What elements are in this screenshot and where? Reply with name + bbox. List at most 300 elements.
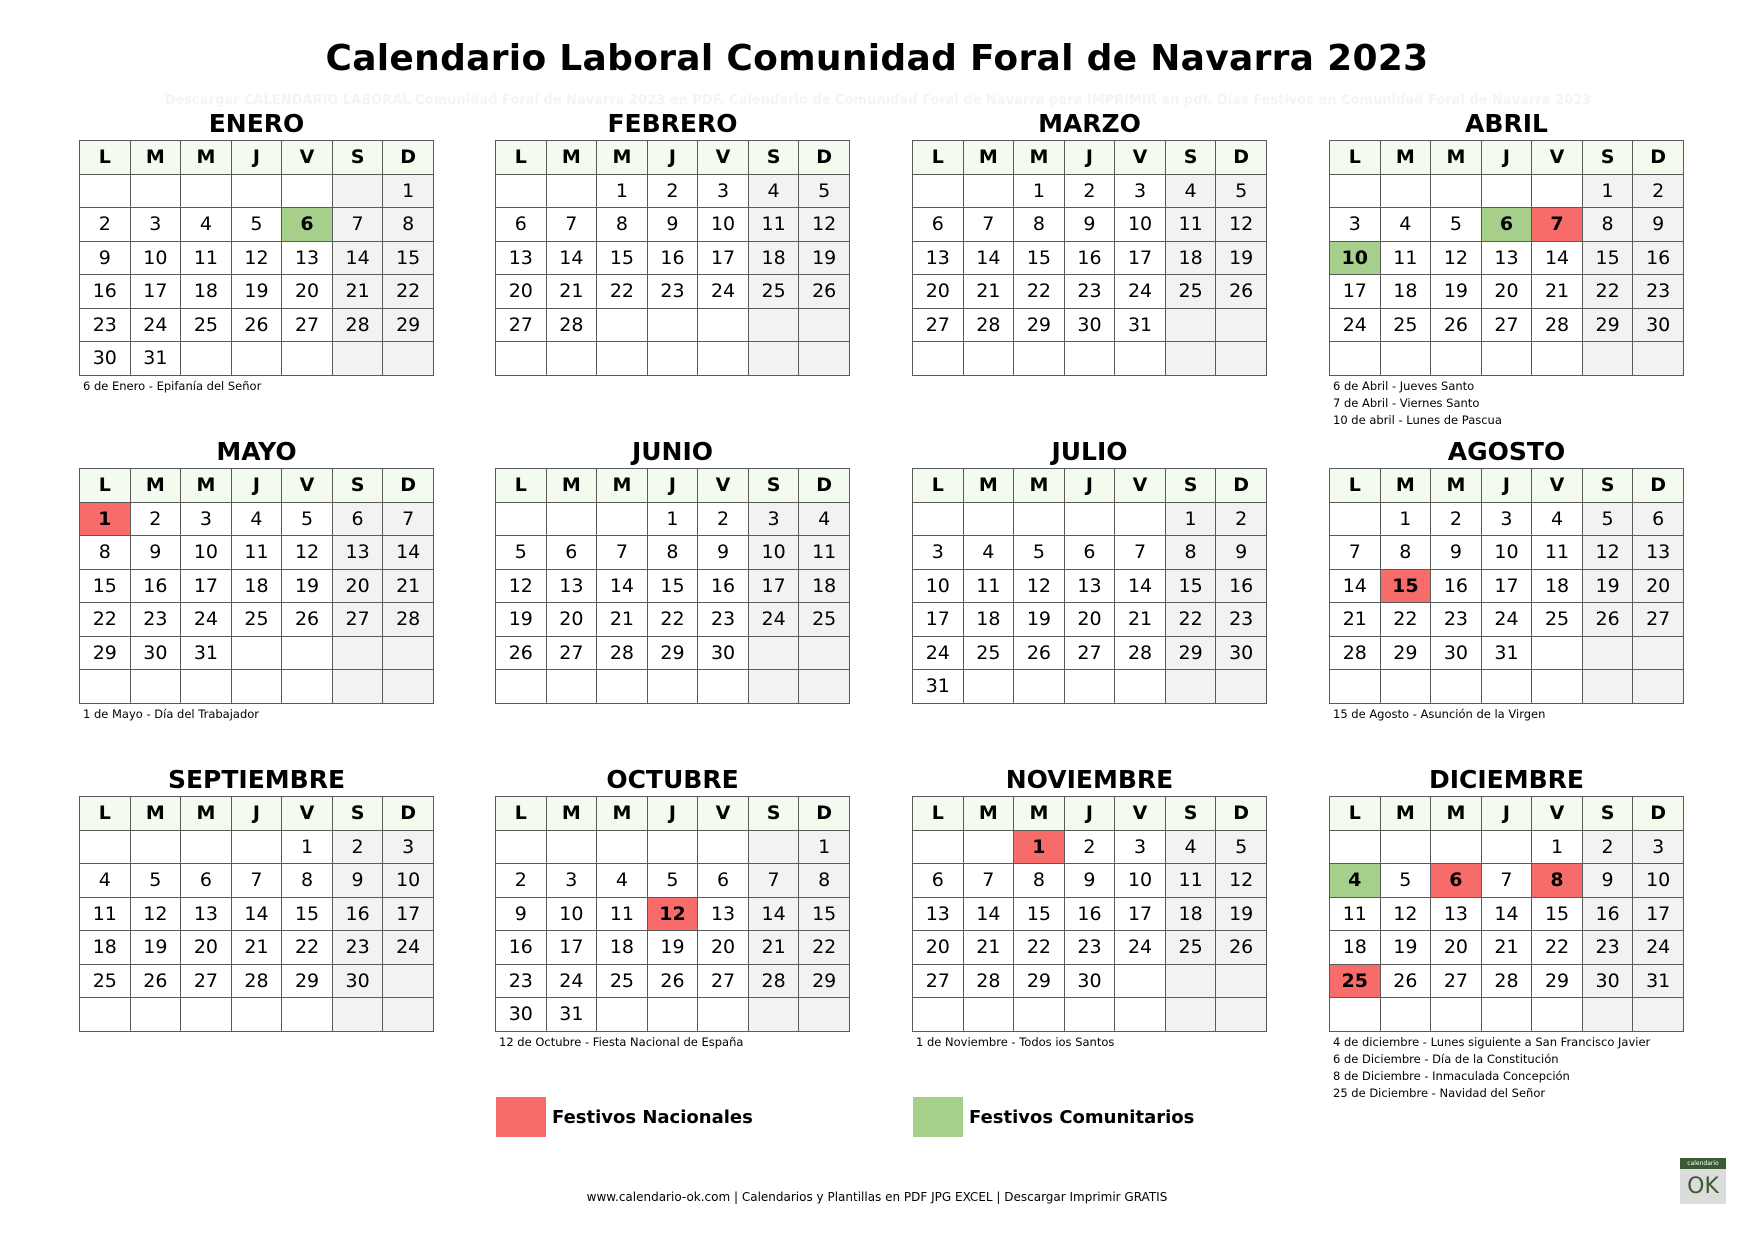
day-cell: 18 — [963, 603, 1014, 637]
day-cell: 22 — [383, 275, 434, 309]
day-cell: 3 — [181, 502, 232, 536]
weekday-header: S — [332, 141, 383, 175]
empty-day-cell — [181, 830, 232, 864]
empty-day-cell — [1330, 502, 1381, 536]
page-title: Calendario Laboral Comunidad Foral de Navarra 2023 — [325, 38, 1429, 79]
empty-day-cell — [748, 670, 799, 704]
week-row — [1330, 931, 1684, 965]
empty-day-cell — [913, 342, 964, 376]
weekday-header: S — [748, 141, 799, 175]
weekday-header: J — [1064, 469, 1115, 503]
day-cell: 15 — [1014, 241, 1065, 275]
day-cell: 23 — [1431, 603, 1482, 637]
day-cell: 15 — [799, 897, 850, 931]
day-cell: 17 — [1481, 569, 1532, 603]
month-name: DICIEMBRE — [1428, 765, 1585, 794]
day-cell: 6 — [698, 864, 749, 898]
weekday-header: L — [1330, 141, 1381, 175]
day-cell: 21 — [963, 931, 1014, 965]
day-cell: 22 — [597, 275, 648, 309]
day-cell: 24 — [130, 308, 181, 342]
empty-day-cell — [1216, 964, 1267, 998]
day-cell: 4 — [181, 208, 232, 242]
holiday-note: 12 de Octubre - Fiesta Nacional de España — [499, 1034, 744, 1049]
empty-day-cell — [1532, 670, 1583, 704]
day-cell: 23 — [130, 603, 181, 637]
empty-day-cell — [1481, 670, 1532, 704]
day-cell: 4 — [1165, 830, 1216, 864]
day-cell: 11 — [1165, 864, 1216, 898]
day-cell: 26 — [647, 964, 698, 998]
national-holiday-cell: 7 — [1532, 208, 1583, 242]
day-cell: 29 — [1532, 964, 1583, 998]
day-cell: 28 — [231, 964, 282, 998]
empty-day-cell — [1115, 342, 1166, 376]
week-row — [80, 603, 434, 637]
day-cell: 10 — [546, 897, 597, 931]
empty-day-cell — [1216, 998, 1267, 1032]
empty-day-cell — [1014, 342, 1065, 376]
logo-ok: OK — [1687, 1174, 1719, 1199]
weekday-header: L — [80, 141, 131, 175]
day-cell: 26 — [1380, 964, 1431, 998]
day-cell: 24 — [1330, 308, 1381, 342]
week-row — [496, 174, 850, 208]
empty-day-cell — [282, 670, 333, 704]
day-cell: 30 — [698, 636, 749, 670]
empty-day-cell — [1380, 998, 1431, 1032]
day-cell: 5 — [647, 864, 698, 898]
empty-day-cell — [1115, 670, 1166, 704]
week-row — [496, 308, 850, 342]
empty-day-cell — [748, 342, 799, 376]
day-cell: 7 — [332, 208, 383, 242]
empty-day-cell — [1431, 670, 1482, 704]
weekday-header: J — [1481, 469, 1532, 503]
weekday-header: V — [282, 469, 333, 503]
day-cell: 3 — [1633, 830, 1684, 864]
empty-day-cell — [1532, 342, 1583, 376]
day-cell: 15 — [383, 241, 434, 275]
empty-day-cell — [698, 998, 749, 1032]
day-cell: 22 — [1582, 275, 1633, 309]
day-cell: 26 — [130, 964, 181, 998]
day-cell: 11 — [963, 569, 1014, 603]
week-row — [913, 998, 1267, 1032]
week-row — [1330, 998, 1684, 1032]
empty-day-cell — [231, 342, 282, 376]
day-cell: 4 — [748, 174, 799, 208]
weekday-header: L — [80, 797, 131, 831]
week-row — [913, 569, 1267, 603]
day-cell: 7 — [231, 864, 282, 898]
weekday-header: M — [130, 797, 181, 831]
month-table — [79, 140, 434, 376]
day-cell: 25 — [80, 964, 131, 998]
day-cell: 2 — [496, 864, 547, 898]
month-name: AGOSTO — [1447, 437, 1566, 466]
day-cell: 8 — [1165, 536, 1216, 570]
empty-day-cell — [1330, 830, 1381, 864]
day-cell: 28 — [546, 308, 597, 342]
day-cell: 14 — [963, 241, 1014, 275]
day-cell: 13 — [698, 897, 749, 931]
day-cell: 16 — [1216, 569, 1267, 603]
empty-day-cell — [181, 670, 232, 704]
weekday-header: J — [1481, 141, 1532, 175]
day-cell: 29 — [1014, 964, 1065, 998]
day-cell: 16 — [647, 241, 698, 275]
holiday-note: 6 de Abril - Jueves Santo — [1333, 378, 1475, 393]
week-row — [80, 830, 434, 864]
day-cell: 7 — [1481, 864, 1532, 898]
week-row — [1330, 569, 1684, 603]
week-row — [913, 864, 1267, 898]
day-cell: 20 — [332, 569, 383, 603]
empty-day-cell — [130, 174, 181, 208]
day-cell: 22 — [282, 931, 333, 965]
day-cell: 6 — [181, 864, 232, 898]
holiday-notes — [495, 1034, 850, 1051]
day-cell: 13 — [332, 536, 383, 570]
day-cell: 23 — [1582, 931, 1633, 965]
day-cell: 3 — [698, 174, 749, 208]
day-cell: 21 — [332, 275, 383, 309]
week-row — [1330, 897, 1684, 931]
empty-day-cell — [597, 998, 648, 1032]
weekday-header: M — [1380, 469, 1431, 503]
month-name: MAYO — [216, 437, 297, 466]
day-cell: 14 — [1481, 897, 1532, 931]
week-row — [913, 636, 1267, 670]
day-cell: 17 — [546, 931, 597, 965]
weekday-header: S — [1582, 141, 1633, 175]
holiday-notes — [912, 1034, 1267, 1051]
day-cell: 26 — [1014, 636, 1065, 670]
empty-day-cell — [181, 998, 232, 1032]
day-cell: 10 — [181, 536, 232, 570]
day-cell: 3 — [383, 830, 434, 864]
day-cell: 4 — [799, 502, 850, 536]
weekday-header: D — [383, 469, 434, 503]
day-cell: 8 — [1380, 536, 1431, 570]
empty-day-cell — [130, 998, 181, 1032]
empty-day-cell — [383, 636, 434, 670]
day-cell: 9 — [647, 208, 698, 242]
empty-day-cell — [332, 174, 383, 208]
day-cell: 6 — [1633, 502, 1684, 536]
month-mayo — [79, 436, 434, 723]
day-cell: 20 — [546, 603, 597, 637]
day-cell: 28 — [963, 964, 1014, 998]
day-cell: 13 — [1481, 241, 1532, 275]
day-cell: 29 — [1380, 636, 1431, 670]
day-cell: 25 — [748, 275, 799, 309]
day-cell: 2 — [1064, 830, 1115, 864]
day-cell: 31 — [1481, 636, 1532, 670]
day-cell: 18 — [1165, 897, 1216, 931]
day-cell: 12 — [496, 569, 547, 603]
empty-day-cell — [1330, 174, 1381, 208]
day-cell: 30 — [130, 636, 181, 670]
weekday-header: S — [332, 469, 383, 503]
month-table — [912, 468, 1267, 704]
day-cell: 19 — [799, 241, 850, 275]
month-junio — [495, 436, 850, 704]
empty-day-cell — [748, 998, 799, 1032]
empty-day-cell — [231, 636, 282, 670]
month-name: ENERO — [208, 109, 305, 138]
day-cell: 12 — [1216, 864, 1267, 898]
month-table — [912, 796, 1267, 1032]
day-cell: 18 — [1380, 275, 1431, 309]
day-cell: 18 — [80, 931, 131, 965]
day-cell: 10 — [698, 208, 749, 242]
empty-day-cell — [1115, 964, 1166, 998]
day-cell: 27 — [1431, 964, 1482, 998]
legend-national — [496, 1097, 753, 1137]
day-cell: 5 — [231, 208, 282, 242]
national-holiday-cell: 1 — [1014, 830, 1065, 864]
weekday-header: S — [1582, 469, 1633, 503]
weekday-header: J — [231, 469, 282, 503]
weekday-header: L — [913, 469, 964, 503]
day-cell: 25 — [1532, 603, 1583, 637]
day-cell: 17 — [1633, 897, 1684, 931]
empty-day-cell — [597, 502, 648, 536]
empty-day-cell — [332, 998, 383, 1032]
weekday-header: M — [597, 141, 648, 175]
day-cell: 20 — [1064, 603, 1115, 637]
day-cell: 31 — [130, 342, 181, 376]
day-cell: 1 — [282, 830, 333, 864]
empty-day-cell — [963, 670, 1014, 704]
weekday-header: J — [231, 141, 282, 175]
day-cell: 10 — [1115, 208, 1166, 242]
day-cell: 12 — [799, 208, 850, 242]
week-row — [80, 998, 434, 1032]
weekday-header: S — [748, 797, 799, 831]
national-holiday-cell: 8 — [1532, 864, 1583, 898]
day-cell: 15 — [1165, 569, 1216, 603]
day-cell: 12 — [1582, 536, 1633, 570]
day-cell: 26 — [496, 636, 547, 670]
weekday-header: V — [698, 141, 749, 175]
weekday-header: M — [1014, 797, 1065, 831]
day-cell: 8 — [799, 864, 850, 898]
week-row — [1330, 670, 1684, 704]
day-cell: 7 — [748, 864, 799, 898]
day-cell: 11 — [181, 241, 232, 275]
empty-day-cell — [647, 670, 698, 704]
empty-day-cell — [963, 502, 1014, 536]
month-name: MARZO — [1038, 109, 1141, 138]
weekday-header: J — [647, 797, 698, 831]
day-cell: 15 — [1582, 241, 1633, 275]
week-row — [1330, 636, 1684, 670]
holiday-note: 1 de Mayo - Día del Trabajador — [83, 706, 260, 721]
day-cell: 12 — [231, 241, 282, 275]
day-cell: 16 — [496, 931, 547, 965]
day-cell: 10 — [1115, 864, 1166, 898]
day-cell: 1 — [597, 174, 648, 208]
empty-day-cell — [799, 308, 850, 342]
day-cell: 21 — [1330, 603, 1381, 637]
weekday-header: M — [546, 797, 597, 831]
weekday-header: M — [1380, 141, 1431, 175]
day-cell: 23 — [1216, 603, 1267, 637]
weekday-header: L — [913, 141, 964, 175]
day-cell: 1 — [799, 830, 850, 864]
day-cell: 8 — [80, 536, 131, 570]
weekday-header: M — [546, 469, 597, 503]
day-cell: 18 — [597, 931, 648, 965]
weekday-header: S — [1582, 797, 1633, 831]
week-row — [913, 830, 1267, 864]
day-cell: 3 — [1330, 208, 1381, 242]
empty-day-cell — [963, 174, 1014, 208]
weekday-header: L — [1330, 797, 1381, 831]
day-cell: 25 — [1380, 308, 1431, 342]
empty-day-cell — [913, 998, 964, 1032]
empty-day-cell — [496, 670, 547, 704]
weekday-header: V — [1532, 141, 1583, 175]
empty-day-cell — [647, 308, 698, 342]
day-cell: 10 — [748, 536, 799, 570]
week-row — [913, 502, 1267, 536]
day-cell: 11 — [80, 897, 131, 931]
day-cell: 7 — [1330, 536, 1381, 570]
day-cell: 8 — [597, 208, 648, 242]
weekday-header: M — [130, 469, 181, 503]
day-cell: 13 — [282, 241, 333, 275]
empty-day-cell — [1064, 342, 1115, 376]
national-swatch — [496, 1097, 546, 1137]
month-diciembre — [1329, 764, 1684, 1102]
empty-day-cell — [231, 670, 282, 704]
day-cell: 28 — [963, 308, 1014, 342]
day-cell: 15 — [597, 241, 648, 275]
holiday-notes — [1329, 378, 1684, 429]
day-cell: 8 — [282, 864, 333, 898]
day-cell: 14 — [597, 569, 648, 603]
empty-day-cell — [1431, 998, 1482, 1032]
day-cell: 5 — [496, 536, 547, 570]
month-name: JULIO — [1051, 437, 1128, 466]
day-cell: 5 — [1431, 208, 1482, 242]
day-cell: 13 — [1064, 569, 1115, 603]
week-row — [913, 670, 1267, 704]
day-cell: 2 — [332, 830, 383, 864]
empty-day-cell — [546, 342, 597, 376]
day-cell: 27 — [181, 964, 232, 998]
day-cell: 11 — [231, 536, 282, 570]
day-cell: 8 — [383, 208, 434, 242]
weekday-header: J — [647, 141, 698, 175]
day-cell: 18 — [1532, 569, 1583, 603]
weekday-header: D — [799, 797, 850, 831]
day-cell: 26 — [282, 603, 333, 637]
day-cell: 29 — [282, 964, 333, 998]
day-cell: 14 — [383, 536, 434, 570]
weekday-header: M — [181, 141, 232, 175]
empty-day-cell — [383, 670, 434, 704]
weekday-header: D — [1633, 797, 1684, 831]
day-cell: 14 — [1532, 241, 1583, 275]
empty-day-cell — [332, 342, 383, 376]
day-cell: 24 — [1633, 931, 1684, 965]
day-cell: 16 — [332, 897, 383, 931]
week-row — [1330, 964, 1684, 998]
empty-day-cell — [748, 830, 799, 864]
holiday-notes — [79, 378, 434, 395]
day-cell: 14 — [963, 897, 1014, 931]
day-cell: 11 — [1380, 241, 1431, 275]
day-cell: 27 — [913, 964, 964, 998]
day-cell: 26 — [1216, 275, 1267, 309]
day-cell: 18 — [1165, 241, 1216, 275]
empty-day-cell — [383, 342, 434, 376]
empty-day-cell — [1380, 342, 1431, 376]
day-cell: 29 — [647, 636, 698, 670]
day-cell: 21 — [1115, 603, 1166, 637]
day-cell: 18 — [181, 275, 232, 309]
day-cell: 4 — [1532, 502, 1583, 536]
empty-day-cell — [1431, 342, 1482, 376]
day-cell: 29 — [1165, 636, 1216, 670]
month-table — [1329, 468, 1684, 704]
weekday-header: D — [1633, 469, 1684, 503]
week-row — [1330, 502, 1684, 536]
week-row — [80, 897, 434, 931]
day-cell: 11 — [597, 897, 648, 931]
day-cell: 7 — [597, 536, 648, 570]
weekday-header: J — [1064, 797, 1115, 831]
month-name: FEBRERO — [607, 109, 738, 138]
community-holiday-cell: 6 — [1481, 208, 1532, 242]
month-name: NOVIEMBRE — [1005, 765, 1174, 794]
day-cell: 14 — [332, 241, 383, 275]
day-cell: 27 — [332, 603, 383, 637]
day-cell: 21 — [1481, 931, 1532, 965]
week-row — [80, 636, 434, 670]
empty-day-cell — [963, 998, 1014, 1032]
holiday-notes — [1329, 706, 1684, 723]
day-cell: 16 — [1064, 241, 1115, 275]
day-cell: 3 — [913, 536, 964, 570]
day-cell: 23 — [80, 308, 131, 342]
week-row — [913, 964, 1267, 998]
empty-day-cell — [130, 670, 181, 704]
empty-day-cell — [496, 342, 547, 376]
day-cell: 1 — [1582, 174, 1633, 208]
day-cell: 20 — [698, 931, 749, 965]
empty-day-cell — [913, 830, 964, 864]
weekday-header: M — [963, 797, 1014, 831]
empty-day-cell — [546, 670, 597, 704]
empty-day-cell — [231, 174, 282, 208]
empty-day-cell — [647, 830, 698, 864]
weekday-header: V — [1115, 469, 1166, 503]
legend-community-label: Festivos Comunitarios — [969, 1106, 1195, 1128]
day-cell: 13 — [1431, 897, 1482, 931]
empty-day-cell — [80, 670, 131, 704]
day-cell: 25 — [799, 603, 850, 637]
day-cell: 9 — [698, 536, 749, 570]
day-cell: 20 — [1431, 931, 1482, 965]
day-cell: 10 — [1481, 536, 1532, 570]
weekday-header: D — [1633, 141, 1684, 175]
